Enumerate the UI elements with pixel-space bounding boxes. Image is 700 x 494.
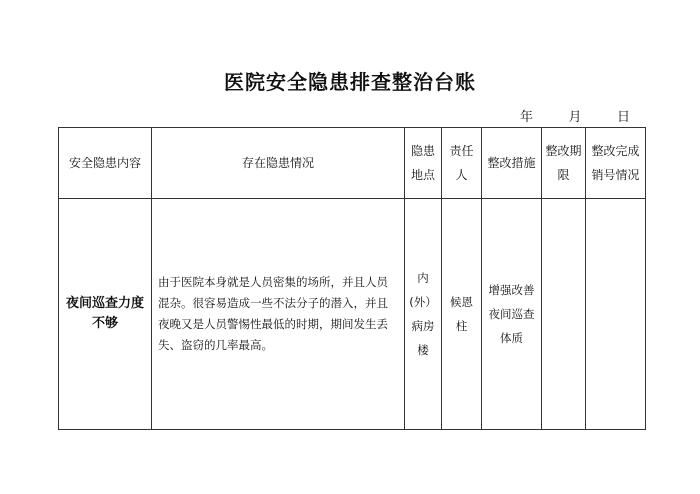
cell-completion-status: [586, 199, 646, 430]
cell-rectification-deadline: [542, 199, 586, 430]
cell-hazard-location: 内(外）病房楼: [405, 199, 442, 430]
day-label: 日: [616, 110, 630, 125]
cell-responsible-person: 候恩柱: [442, 199, 482, 430]
header-completion-status: 整改完成销号情况: [586, 128, 646, 199]
year-label: 年: [520, 110, 534, 125]
page-title: 医院安全隐患排查整治台账: [224, 70, 476, 94]
table-header-row: [59, 128, 646, 199]
header-hazard-content: 安全隐患内容: [59, 128, 152, 199]
cell-hazard-content: 夜间巡查力度不够: [59, 199, 152, 430]
table-row: [59, 199, 646, 430]
hazard-ledger-table: [58, 127, 646, 430]
header-rectification-deadline: 整改期限: [542, 128, 586, 199]
month-label: 月: [568, 110, 582, 125]
header-hazard-situation: 存在隐患情况: [152, 128, 405, 199]
header-responsible-person: 责任人: [442, 128, 482, 199]
cell-rectification-measures: 增强改善夜间巡查体质: [482, 199, 542, 430]
header-hazard-location: 隐患地点: [405, 128, 442, 199]
date-line: [520, 106, 630, 125]
header-rectification-measures: 整改措施: [482, 128, 542, 199]
cell-hazard-situation: 由于医院本身就是人员密集的场所，并且人员混杂。很容易造成一些不法分子的潜入，并且夜晚又是人员警惕性最低的时期，期间发生丢失、盗窃的几率最高。: [152, 199, 405, 430]
